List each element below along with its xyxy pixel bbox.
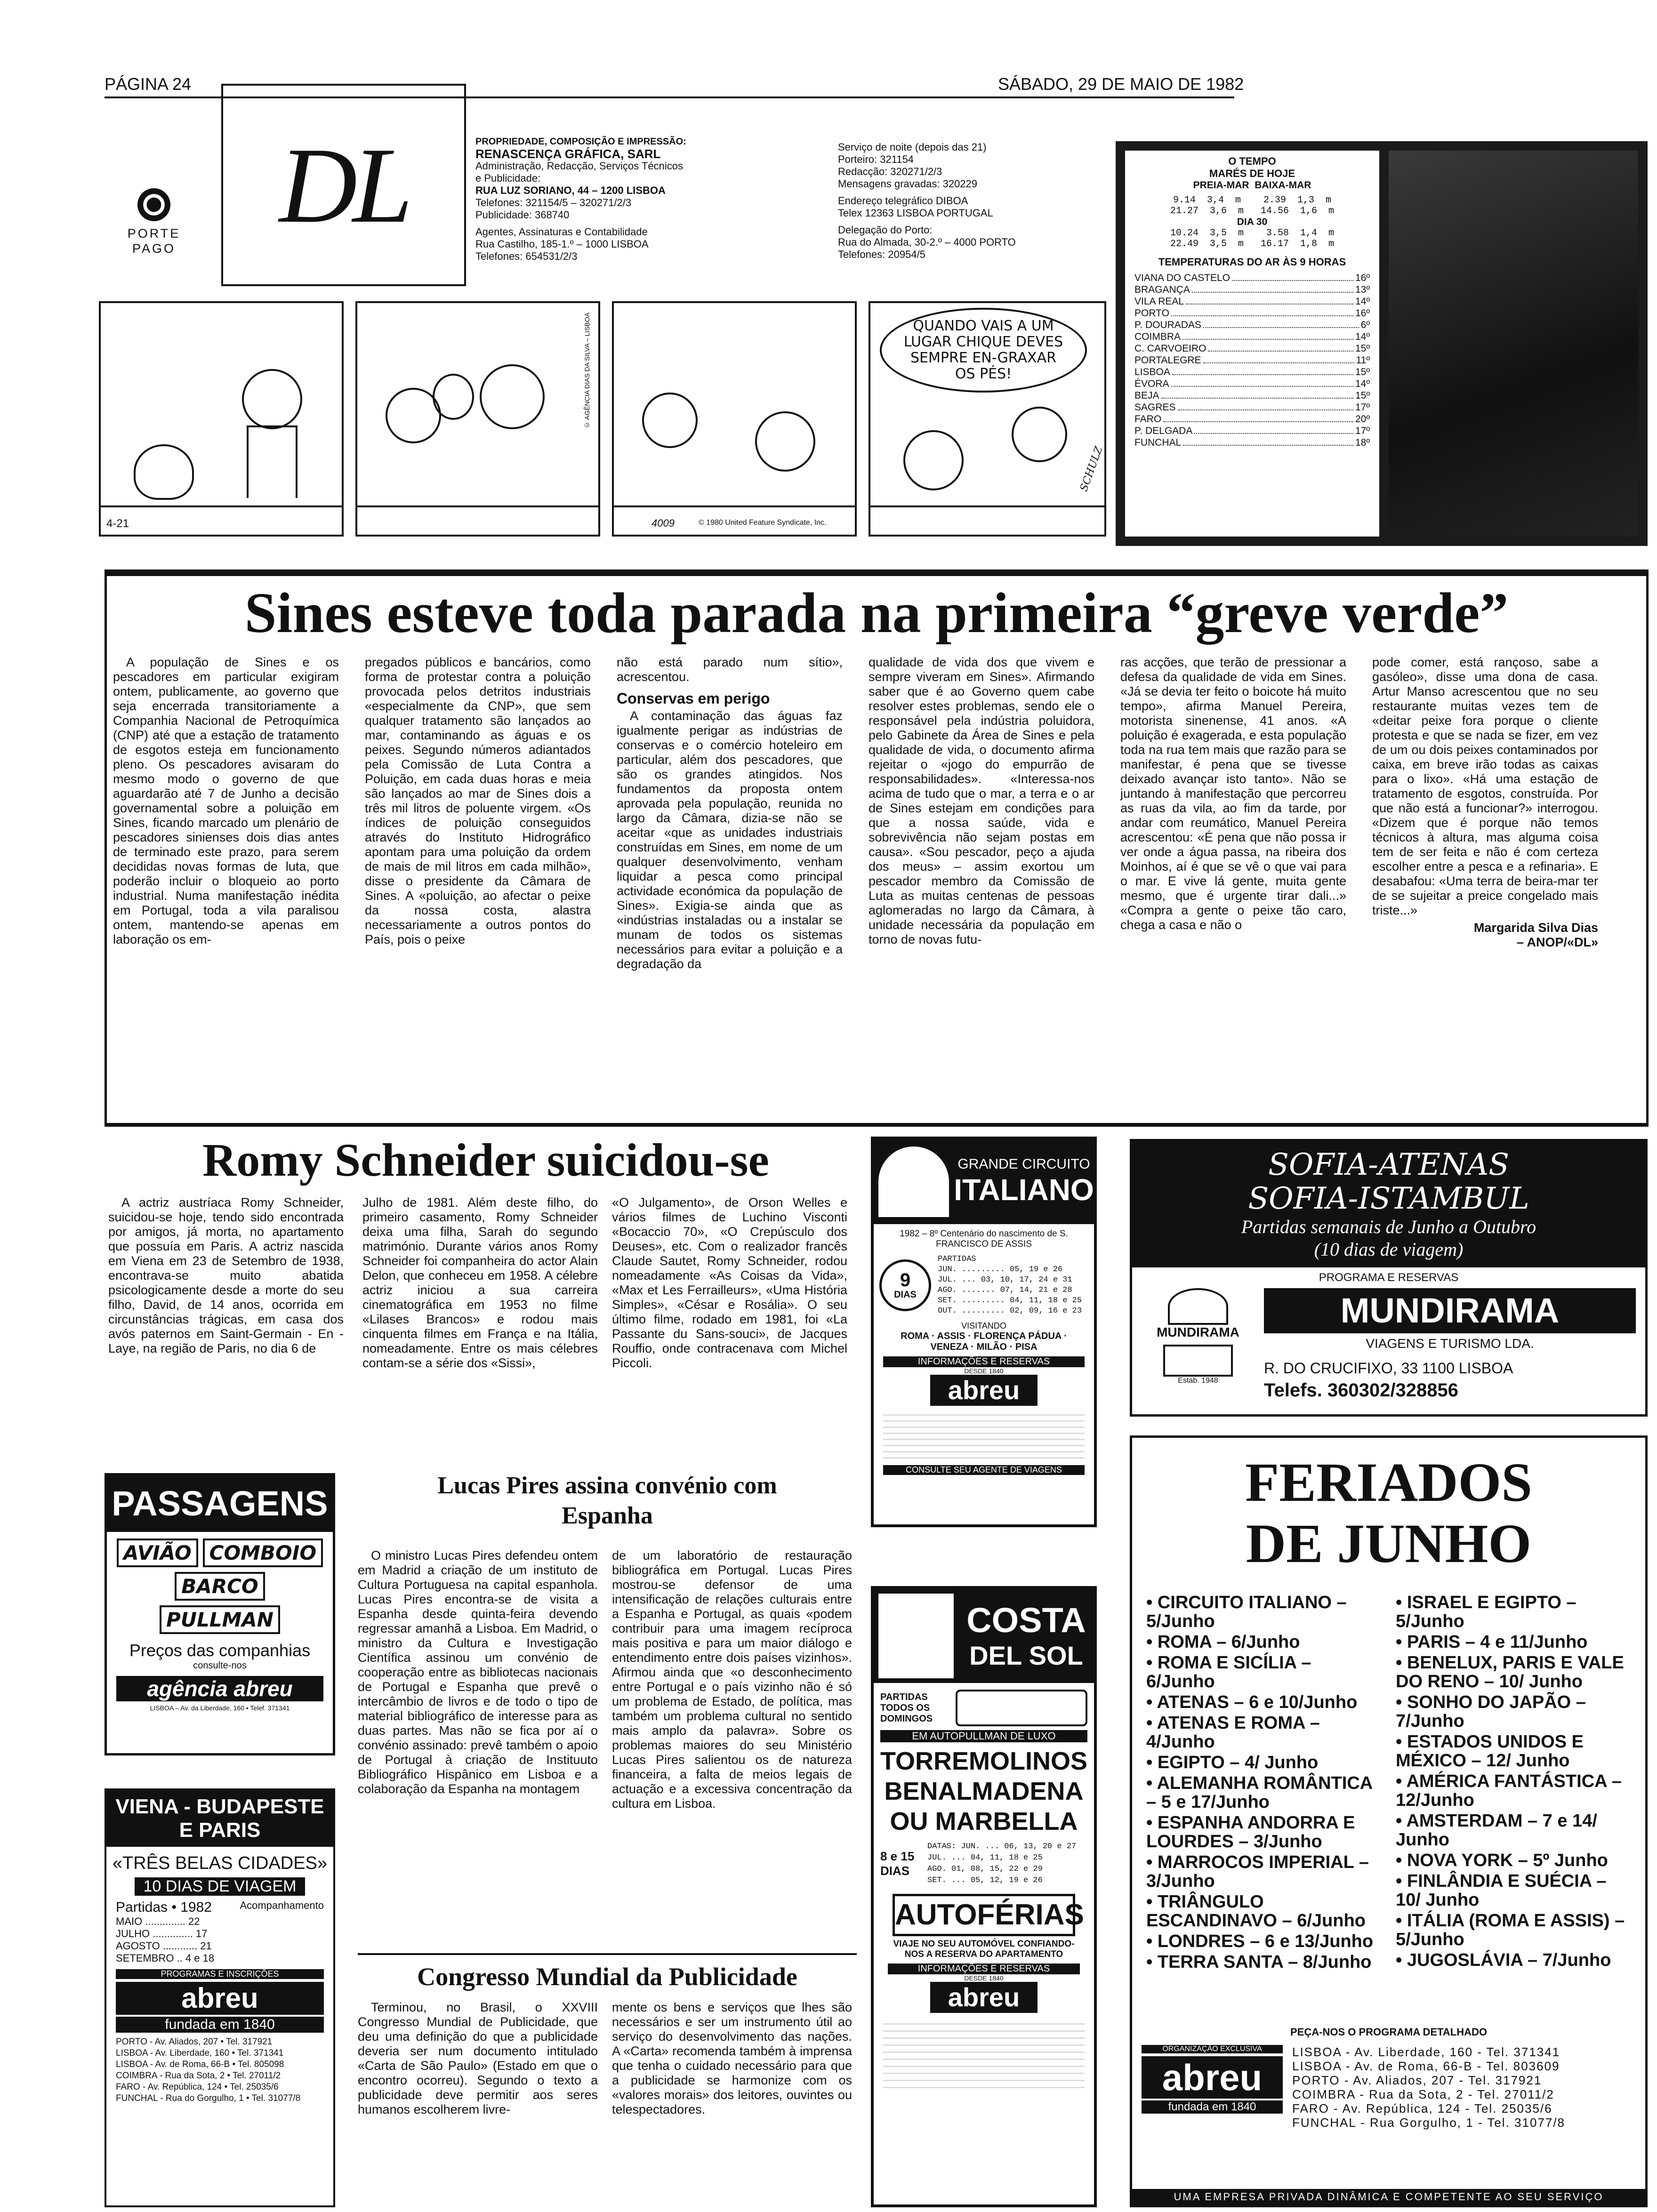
feriado-item: • CIRCUITO ITALIANO – 5/Junho	[1146, 1593, 1347, 1631]
romy-headline: Romy Schneider suicidou-se	[202, 1134, 769, 1186]
ad-viena[interactable]: VIENA - BUDAPESTE E PARIS «TRÊS BELAS CIDADES» 10 DIAS DE VIAGEM Partidas • 1982 Acompanhamento MAIO .............. 22 JULHO .............. 17 AGOSTO ............ 21 SETEMBRO .. 4 e 18 PROGRAMAS E INSCRIÇÕES abreu fundada em 1840 PORTO - Av. Aliados, 207 • Tel. 317921 LISBOA - Av. Liberdade, 160 • Tel. 371341 LISBOA - Av. de Roma, 66-B • Tel. 805098 COIMBRA - Rua da Sota, 2 • Tel. 27011/2 FARO - Av. República, 124 • Tel. 25035/6 FUNCHAL - Rua do Gorgulho, 1 • Tel. 31077/8	[105, 1788, 335, 2207]
feriado-item: • AMÉRICA FANTÁSTICA – 12/Junho	[1396, 1771, 1622, 1810]
comic-strip	[99, 301, 1106, 541]
congresso-col-1: Terminou, no Brasil, o XXVIII Congresso Mundial de Publicidade, que deu uma definição do que a publicidade deveria ser num documento intitulado «Carta de São Paulo» (Estado em que o encontro ocorreu). Segundo o texto a publicidade deve permitir aos seres humanos escolherem livre-	[358, 2000, 598, 2116]
stamp-text: PORTE PAGO	[127, 226, 181, 256]
temperature-row: VILA REAL 14º	[1134, 296, 1370, 307]
feriado-item: • ROMA E SICÍLIA – 6/Junho	[1146, 1653, 1311, 1691]
temperature-row: FARO 20º	[1134, 414, 1370, 425]
temperature-row: FUNCHAL 18º	[1134, 437, 1370, 448]
sines-col-1: A população de Sines e os pescadores em particular exigiram ontem, publicamente, ao governo que seja encerrada transitoriamente a Companhia Nacional de Petroquímica (CNP) até que a estação de tratamento de esgotos esteja em funcionamento pleno. Os pescadores avisaram do mesmo modo o governo de que aguardarão até 7 de Junho a decisão governamental sobre a poluição em Sines, ficando marcado um plenário de pescadores sinienses dois dias antes de terminado este prazo, para serem decididas novas formas de luta, que poderão incluir o bloqueio ao porto industrial. Numa manifestação inédita em Portugal, toda a vila paralisou ontem, mantendo-se apenas em laboração os em-	[113, 655, 339, 946]
temperature-row: P. DOURADAS 6º	[1134, 320, 1370, 330]
comic-panel-2	[355, 301, 600, 537]
ad-sofia[interactable]: SOFIA-ATENAS SOFIA-ISTAMBUL Partidas semanais de Junho a Outubro (10 dias de viagem) PROGRAMA E RESERVAS MUNDIRAMA Estab. 1948 MUNDIRAMA VIAGENS E TURISMO LDA. R. DO CRUCIFIXO, 33 1100 LISBOA Telefs. 360302/328856	[1130, 1139, 1648, 1417]
snoopy-figure	[755, 411, 815, 472]
feriado-item: • FINLÂNDIA E SUÉCIA – 10/ Junho	[1396, 1871, 1607, 1910]
sines-agency: – ANOP/«DL»	[1516, 935, 1598, 949]
ad-passagens[interactable]: PASSAGENS AVIÃO COMBOIO BARCO PULLMAN Preços das companhias consulte-nos agência abreu LISBOA – Av. da Liberdade, 160 • Telef. 371341	[105, 1473, 335, 1755]
mundirama-emblem	[1163, 1345, 1233, 1377]
speech-bubble	[880, 308, 1087, 393]
temperature-row: P. DELGADA 17º	[1134, 425, 1370, 436]
sines-col-3: não está parado num sítio», acrescentou. Conservas em perigo A contaminação das águas faz igualmente perigar as indústrias de conservas e o comércio hoteleiro em particular, além dos pescadores, que são os grandes atingidos. Nos fundamentos da proposta ontem aprovada pela população, reunida no largo da Câmara, dizia-se não se aceitar «que as unidades industriais construídas em Sines, em nome de um qualquer desenvolvimento, venham liquidar a pesca como principal actividade económica da população de Sines». Exigia-se ainda que as «indústrias instaladas ou a instalar se munam de todos os sistemas necessários para evitar a poluição e a degradação da	[617, 655, 843, 971]
comic-date-code: 4-21	[106, 517, 129, 530]
feriado-item: • ATENAS E ROMA – 4/Junho	[1146, 1713, 1320, 1752]
snoopy-figure	[903, 430, 964, 490]
congresso-headline: Congresso Mundial da Publicidade	[417, 1963, 797, 1991]
comic-panel-1	[99, 301, 344, 537]
temperature-row: LISBOA 15º	[1134, 367, 1370, 377]
lucas-headline: Lucas Pires assina convénio com Espanha	[437, 1472, 777, 1529]
mundirama-logo: MUNDIRAMA	[1264, 1288, 1636, 1333]
masthead-info-2: Serviço de noite (depois das 21) Porteiro: 321154 Redacção: 320271/2/3 Mensagens gravadas: 320229 Endereço telegráfico DIBOA Telex 12363 LISBOA PORTUGAL Delegação do Porto: Rua do Almada, 30-2.º – 4000 PORTO Telefones: 20954/5	[838, 141, 1016, 260]
bus-icon	[956, 1690, 1087, 1726]
snoopy-figure	[134, 444, 194, 500]
feriado-item: • BENELUX, PARIS E VALE DO RENO – 10/ Junho	[1396, 1653, 1624, 1691]
feriado-item: • PARIS – 4 e 11/Junho	[1396, 1632, 1588, 1652]
charlie-brown-figure	[242, 369, 302, 429]
comic-panel-number: 4009	[652, 517, 675, 529]
abreu-logo: abreu	[1142, 2056, 1283, 2099]
feriado-item: • SONHO DO JAPÃO – 7/Junho	[1396, 1692, 1586, 1731]
feriado-item: • LONDRES – 6 e 13/Junho	[1146, 1931, 1374, 1951]
romy-col-2: Julho de 1981. Além deste filho, do primeiro casamento, Romy Schneider deixa uma filha, Sarah do segundo matrimónio. Durante vários anos Romy Schneider foi companheira do actor Alain Delon, que conheceu em 1958. A célebre actriz iniciou a sua carreira cinematográfica em 1953 no filme «Lilases Brancos» e rodou mais cinquenta filmes em França e na Itália, nomeadamente. Entre os mais célebres contam-se a série dos «Sissi»,	[362, 1195, 598, 1370]
feriado-item: • NOVA YORK – 5º Junho	[1396, 1851, 1608, 1870]
feriado-item: • ESPANHA ANDORRA E LOURDES – 3/Junho	[1146, 1813, 1355, 1851]
lucas-col-1: O ministro Lucas Pires defendeu ontem em Madrid a criação de um instituto de Cultura Portuguesa na capital espanhola. Lucas Pires encontra-se de visita a Espanha desde quinta-feira devendo regressar amanhã a Lisboa. Em Madrid, o ministro da Cultura e Investigação Científica assinou um convénio de cooperação entre as bibliotecas nacionais de Portugal e Espanha que prevê o intercâmbio de livros e de todo o tipo de material bibliográfico de interesse para as duas partes. Mas não se fica por aí o convénio assinado: prevê também o apoio de Portugal à criação de Instituuto Bibliográfico Hispânico em Lisboa e a colaboração da Espanha na montagem	[358, 1548, 598, 1796]
weather-panel: O TEMPO MARÉS DE HOJE PREIA-MAR BAIXA-MAR 9.14 3,4 m 2.39 1,3 m 21.27 3,6 m 14.56 1,6 m DIA 30 10.24 3,5 m 3.58 1,4 m 22.49 3,5 m 16.17 1,8 m TEMPERATURAS DO AR ÀS 9 HORAS VIANA DO CASTELO 16º BRAGANÇA 13º VILA REAL 14º PORTO 16º P. DOURADAS 6º COIMBRA 14º C. CARVOEIRO 15º PORTALEGRE 11º LISBOA 15º ÉVORA 14º BEJA 15º SAGRES 17º FARO 20º P. DELGADA 17º FUNCHAL 18º	[1125, 151, 1379, 537]
feriado-item: • ALEMANHA ROMÂNTICA – 5 e 17/Junho	[1146, 1773, 1372, 1812]
tag-pullman: PULLMAN	[160, 1605, 280, 1634]
feriado-item: • ATENAS – 6 e 10/Junho	[1146, 1692, 1358, 1712]
masthead-logo: DL	[279, 125, 408, 245]
charlie-brown-figure	[1012, 407, 1067, 462]
abreu-logo: abreu	[116, 1982, 324, 2015]
ad-costa-del-sol[interactable]: COSTA DEL SOL PARTIDAS TODOS OS DOMINGOS EM AUTOPULLMAN DE LUXO TORREMOLINOS BENALMADENA OU MARBELLA 8 e 15 DIAS DATAS: JUN. ... 06, 13, 20 e 27 JUL. ... 04, 11, 18 e 25 AGO. 01, 08, 15, 22 e 29 SET. ... 05, 12, 19 e 26 AUTOFÉRIAS VIAJE NO SEU AUTOMÓVEL CONFIANDO-NOS A RESERVA DO APARTAMENTO INFORMAÇÕES E RESERVAS DESDE 1840 abreu	[871, 1586, 1097, 2207]
temperature-row: COIMBRA 14º	[1134, 331, 1370, 342]
temperature-row: BEJA 15º	[1134, 390, 1370, 401]
snoopy-figure	[480, 364, 545, 429]
feriado-item: • MARROCOS IMPERIAL – 3/Junho	[1146, 1852, 1369, 1891]
temperature-row: PORTO 16º	[1134, 308, 1370, 319]
feriados-list-left	[1146, 1593, 1382, 2017]
abreu-logo: abreu	[930, 1982, 1038, 2013]
feriado-item: • ROMA – 6/Junho	[1146, 1632, 1300, 1652]
sines-col-6: pode comer, está rançoso, sabe a gasóleo», disse uma dona de casa. Artur Manso acrescentou que no seu restaurante muitas vezes tem de «deitar peixe fora porque o cliente protesta e que se nada se fizer, em vez de um ou dois peixes contaminados por caixa, em breve irão todas as caixas para o lixo». «Há uma estação de tratamento de esgotos, construída. Por que não está a funcionar?» interrogou. «Dizem que é porque não temos técnicos à altura, mas alguma coisa tem de ser feita e não é com certeza escolher entre a pesca e a refinaria». E desabafou: «Uma terra de beira-mar ter de se sujeitar a preice congelado mais triste...» Margarida Silva Dias – ANOP/«DL»	[1372, 655, 1598, 949]
swimmers-photo	[878, 1594, 954, 1678]
temperature-row: VIANA DO CASTELO 16º	[1134, 272, 1370, 283]
sines-subhead: Conservas em perigo	[617, 690, 770, 707]
feriado-item: • ESTADOS UNIDOS E MÉXICO – 12/ Junho	[1396, 1732, 1584, 1771]
page-number: PÁGINA 24	[105, 74, 192, 94]
schulz-signature: SCHULZ	[1078, 445, 1105, 493]
temperature-row: BRAGANÇA 13º	[1134, 284, 1370, 295]
masthead-info-1: PROPRIEDADE, COMPOSIÇÃO E IMPRESSÃO: RENASCENÇA GRÁFICA, SARL Administração, Redacção, Serviços Técnicos e Publicidade: RUA LUZ SORIANO, 44 – 1200 LISBOA Telefones: 321154/5 – 320271/2/3 Publicidade: 368740 Agentes, Assinaturas e Contabilidade Rua Castilho, 185-1.º – 1000 LISBOA Telefones: 654531/2/3	[475, 136, 686, 262]
comic-agency: © AGÊNCIA DIAS DA SILVA – LISBOA	[583, 313, 591, 429]
speech-text: QUANDO VAIS A UM LUGAR CHIQUE DEVES SEMPRE EN-GRAXAR OS PÉS!	[903, 318, 1063, 382]
comic-panel-4	[869, 301, 1106, 537]
weather-photo	[1389, 151, 1638, 537]
lucas-col-2: de um laboratório de restauração bibliográfica em Portugal. Lucas Pires mostrou-se defensor de uma intensificação de relações culturais entre a Espanha e Portugal, as quais «podem contribuir para uma imagem recíproca mais positiva e para um maior diálogo e entendimento entre dois países vizinhos». Afirmou ainda que «o desconhecimento entre Portugal e o país vizinho não é só um problema de Estado, de política, mas também um problema cultural no sentido mais amplo da palavra». Sobre os problemas maiores do seu Ministério Lucas Pires salientou os de natureza financeira, a falta de meios legais de actuação e a excessiva concentração da cultura em Lisboa.	[612, 1548, 852, 1811]
sines-col-4: qualidade de vida dos que vivem e sempre viveram em Sines». Afirmando saber que é ao Governo quem cabe resolver estes problemas, sendo ele o responsável pela indústria poluidora, pelo Gabinete da Área de Sines e pela qualidade de vida, o documento afirma rejeitar o «jogo do empurrão de responsabilidades». «Interessa-nos acima de tudo que o mar, a terra e o ar de Sines estejam em condições para que a nossa saúde, vida e sobrevivência não sejam postas em causa». «Sou pescador, peço a ajuda dos meus» – assim exortou um pescador membro da Comissão de Luta as muitas centenas de pessoas aglomeradas no largo da Câmara, à unidade necessária da população em torno de novas futu-	[869, 655, 1094, 946]
sines-col-2: pregados públicos e bancários, como forma de protestar contra a poluição provocada pelos detritos industriais «especialmente da CNP», que sem qualquer tratamento são lançados ao mar, contaminando as águas e os peixes. Segundo números adiantados pela Comissão de Luta Contra a Poluição, em cada duas horas e meia são lançados ao mar de Sines dois a três mil litros de poluente virgem. «Os índices de poluição conseguidos através do Instituto Hidrográfico apontam para uma poluição da ordem de mais de mil litros em cada milhão», disse o presidente da Câmara de Sines. A «poluição, ao afectar o peixe da nossa costa, alastra necessariamente a outros pontos do País, pois o peixe	[365, 655, 591, 946]
feriado-item: • JUGOSLÁVIA – 7/Junho	[1396, 1950, 1611, 1970]
ad-italiano[interactable]: GRANDE CIRCUITO ITALIANO 1982 – 8º Centenário do nascimento de S. FRANCISCO DE ASSIS 9 DIAS PARTIDAS JUN. ......... 05, 19 e 26 JUL. ... 03, 10, 17, 24 e 31 AGO. ....... 07, 14, 21 e 28 SET. ......... 04, 11, 18 e 25 OUT. ......... 02, 09, 16 e 23 VISITANDO ROMA · ASSIS · FLORENÇA PÁDUA · VENEZA · MILÃO · PISA INFORMAÇÕES E RESERVAS DESDE 1840 abreu CONSULTE SEU AGENTE DE VIAGENS	[871, 1137, 1097, 1527]
weather-box	[1116, 141, 1648, 546]
temperature-list	[1134, 272, 1370, 449]
masthead-logo-box	[221, 84, 466, 286]
abreu-logo: abreu	[930, 1375, 1038, 1406]
porte-pago-stamp	[123, 188, 185, 256]
tag-comboio: COMBOIO	[203, 1539, 323, 1567]
temperature-row: ÉVORA 14º	[1134, 378, 1370, 389]
romy-col-1: A actriz austríaca Romy Schneider, suicidou-se hoje, tendo sido encontrada por amigos, já morta, no apartamento que possuía em Paris. A actriz nascida em Viena em 23 de Setembro de 1938, encontrava-se muito abatida psicologicamente desde a morte do seu filho, David, de 14 anos, ocorrida em circunstâncias trágicas, em casa dos avós paternos em Saint-Germain - En - Laye, na região de Paris, no dia 6 de	[108, 1195, 344, 1355]
ad-feriados[interactable]: FERIADOS DE JUNHO • CIRCUITO ITALIANO – 5/Junho • ROMA – 6/Junho • ROMA E SICÍLIA – 6/Junho • ATENAS – 6 e 10/Junho • ATENAS E ROMA – 4/Junho • EGIPTO – 4/ Junho • ALEMANHA ROMÂNTICA – 5 e 17/Junho • ESPANHA ANDORRA E LOURDES – 3/Junho • MARROCOS IMPERIAL – 3/Junho • TRIÂNGULO ESCANDINAVO – 6/Junho • LONDRES – 6 e 13/Junho • TERRA SANTA – 8/Junho • ISRAEL E EGIPTO – 5/Junho • PARIS – 4 e 11/Junho • BENELUX, PARIS E VALE DO RENO – 10/ Junho • SONHO DO JAPÃO – 7/Junho • ESTADOS UNIDOS E MÉXICO – 12/ Junho • AMÉRICA FANTÁSTICA – 12/Junho • AMSTERDAM – 7 e 14/ Junho • NOVA YORK – 5º Junho • FINLÂNDIA E SUÉCIA – 10/ Junho • ITÁLIA (ROMA E ASSIS) – 5/Junho • JUGOSLÁVIA – 7/Junho PEÇA-NOS O PROGRAMA DETALHADO ORGANIZAÇÃO EXCLUSIVA abreu fundada em 1840 LISBOA - Av. Liberdade, 160 - Tel. 371341 LISBOA - Av. de Roma, 66-B - Tel. 803609 PORTO - Av. Aliados, 207 - Tel. 317921 COIMBRA - Rua da Sota, 2 - Tel. 27011/2 FARO - Av. República, 124 - Tel. 25035/6 FUNCHAL - Rua Gorgulho, 1 - Tel. 31077/8 UMA EMPRESA PRIVADA DINÂMICA E COMPETENTE AO SEU SERVIÇO	[1130, 1435, 1648, 2207]
temperature-row: SAGRES 17º	[1134, 402, 1370, 413]
feriado-item: • EGIPTO – 4/ Junho	[1146, 1753, 1319, 1772]
feriado-item: • TERRA SANTA – 8/Junho	[1146, 1952, 1372, 1972]
duomo-icon	[878, 1146, 949, 1217]
ad-passagens-title: PASSAGENS	[107, 1475, 333, 1532]
tag-barco: BARCO	[175, 1572, 265, 1601]
stamp-emblem-icon	[137, 188, 170, 221]
ping-pong-paddle	[433, 374, 474, 420]
romy-col-3: «O Julgamento», de Orson Welles e vários filmes de Luchino Visconti «Bocaccio 70», «O Crepúsculo dos Deuses», etc. Com o realizador francês Claude Sautet, Romy Schneider, rodou nomeadamente «As Coisas da Vida», «Max et Les Ferrailleurs», «Uma História Simples», «César e Rosália». O seu último filme, rodado em 1981, foi «La Passante du Sans-souci», de Jacques Rouffio, onde contracenava com Michel Piccoli.	[612, 1195, 847, 1370]
feriado-item: • AMSTERDAM – 7 e 14/ Junho	[1396, 1811, 1597, 1850]
temperature-row: C. CARVOEIRO 15º	[1134, 343, 1370, 354]
agencia-abreu-logo: agência abreu	[116, 1676, 323, 1701]
mundirama-globe-icon	[1168, 1288, 1228, 1325]
charlie-brown-figure	[642, 393, 698, 448]
comic-panel-3	[612, 301, 857, 537]
sines-headline: Sines esteve toda parada na primeira “greve verde”	[244, 581, 1509, 645]
temperature-row: PORTALEGRE 11º	[1134, 355, 1370, 366]
page-date: SÁBADO, 29 DE MAIO DE 1982	[998, 74, 1244, 94]
feriados-list-right	[1396, 1593, 1631, 2017]
sines-top-rule	[105, 569, 1649, 576]
feriado-item: • ISRAEL E EGIPTO – 5/Junho	[1396, 1593, 1577, 1631]
sines-byline: Margarida Silva Dias	[1473, 921, 1598, 935]
congresso-col-2: mente os bens e serviços que lhes são necessários e ser um instrumento útil ao serviço do desenvolvimento das nações. A «Carta» recomenda também à imprensa que tenha o cuidado necessário para que a publicidade se harmonize com os «valores morais» dos leitores, ouvintes ou telespectadores.	[612, 2000, 852, 2116]
sines-col-5: ras acções, que terão de pressionar a defesa da qualidade de vida em Sines. «Já se devia ter feito o boicote há muito tempo», afirma Manuel Pereira, motorista sinenense, 41 anos. «A poluição é exagerada, e esta população toda na rua tem mais que razão para se manifestar, é pena que se tivesse deixado avançar isto tanto». Não se juntando à manifestação que percorreu as ruas da vila, ao fim da tarde, por andar com reumático, Manuel Pereira acrescentou: «É pena que não possa ir ver onde a água passa, na ribeira dos Moinhos, aí é que se vê o que vai para o mar. E vive lá gente, muita gente mesmo, que é urgente tirar dali...» «Compra a gente o peixe tão caro, chega a casa e não o	[1120, 655, 1346, 932]
comic-copyright: © 1980 United Feature Syndicate, Inc.	[699, 519, 827, 527]
feriado-item: • ITÁLIA (ROMA E ASSIS) – 5/Junho	[1396, 1911, 1625, 1949]
feriado-item: • TRIÂNGULO ESCANDINAVO – 6/Junho	[1146, 1892, 1366, 1931]
tag-aviao: AVIÃO	[117, 1539, 198, 1567]
